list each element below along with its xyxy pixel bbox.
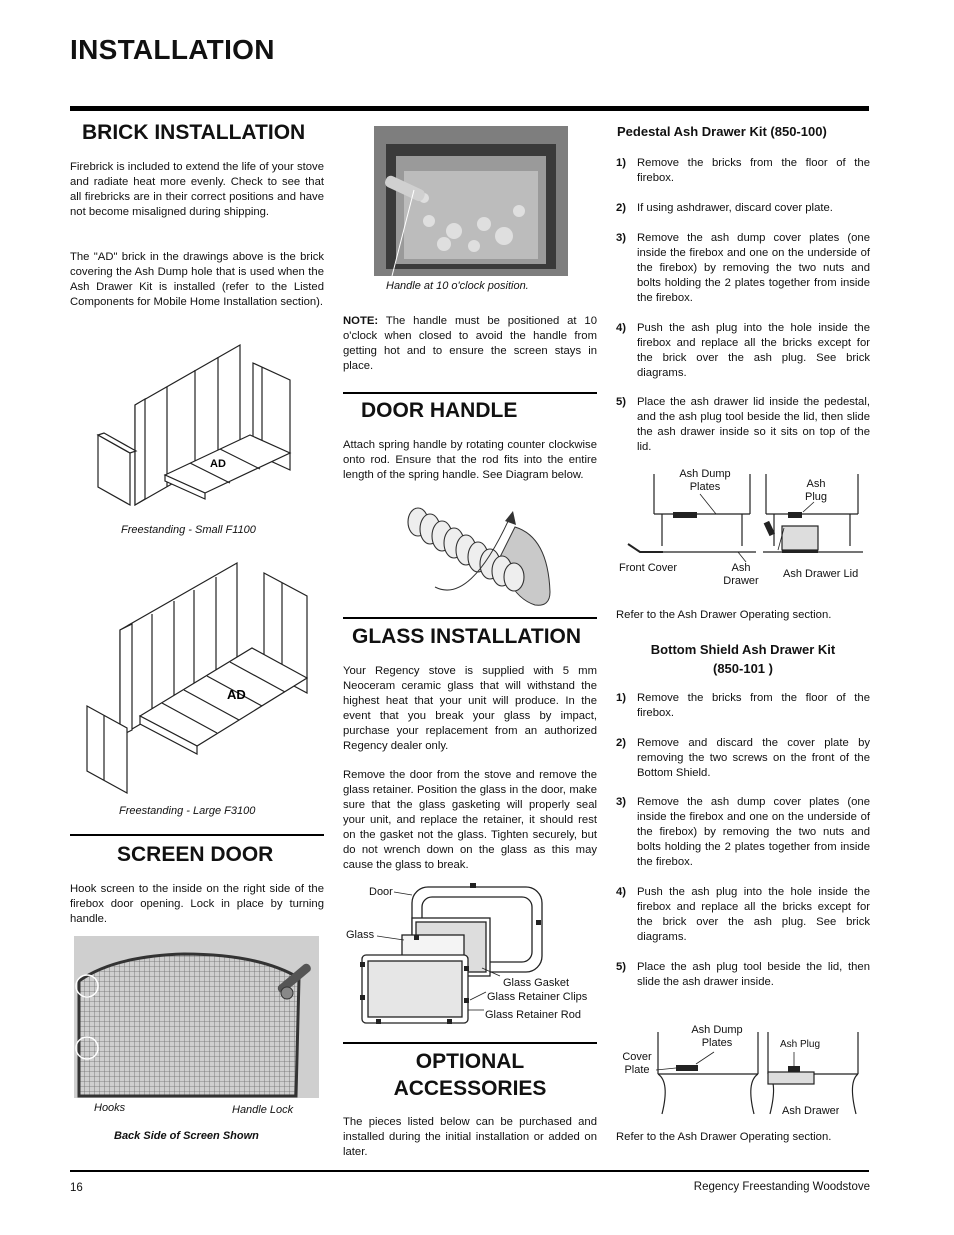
ash-drawer-label-2: Ash Drawer [782,1105,840,1117]
caption-large-f3100: Freestanding - Large F3100 [119,805,256,817]
bottom-shield-heading-line-1: Bottom Shield Ash Drawer Kit [650,642,836,657]
ad-brick-label-small: AD [210,458,226,470]
screen-photo-caption: Back Side of Screen Shown [114,1130,259,1142]
glass-retainer-rod-label: Glass Retainer Rod [485,1009,581,1021]
ash-drawer-lid-label: Ash Drawer Lid [783,568,859,580]
page-number: 16 [70,1182,83,1194]
bottom-shield-step-2: 2) Remove and discard the cover plate by removing the two screws on the front of the Bottom Shield. [616,737,870,779]
glass-label: Glass [346,929,375,941]
pedestal-step-2: 2) If using ashdrawer, discard cover plate. [616,202,833,214]
ash-plug-label-2: Ash Plug [780,1039,821,1050]
optional-heading-line-2: ACCESSORIES [393,1077,547,1100]
glass-gasket-label: Glass Gasket [503,977,570,989]
ad-brick-label-large: AD [227,687,246,702]
bottom-shield-step-4: 4) Push the ash plug into the hole inside the firebox and replace all the bricks except for the brick over the ash plug. See brick diagrams. [616,886,870,943]
bottom-shield-step-1: 1) Remove the bricks from the floor of the firebox. [616,692,870,719]
optional-accessories-heading [343,1048,597,1102]
glass-exploded-diagram [352,880,552,1030]
bottom-shield-heading-line-2: (850-101 ) [713,661,773,676]
screen-door-paragraph: Hook screen to the inside on the right side of the firebox door opening. Lock in place by turning handle. [70,883,324,925]
glass-retainer-clips-label: Glass Retainer Clips [487,991,588,1003]
handle-photo-caption: Handle at 10 o'clock position. [386,280,529,292]
screen-door-photo [74,936,319,1098]
pedestal-step-4: 4) Push the ash plug into the hole inside the firebox and replace all the bricks except for the brick over the ash plug. See brick diagrams. [616,322,870,379]
ash-drawer-label-1: Ash Drawer [723,562,759,587]
handle-note [343,314,597,374]
brick-paragraph-2: The "AD" brick in the drawings above is the brick covering the Ash Dump hole that is used when the Ash Drawer Kit is installed (refer to the Listed Components for Mobile Home Installation section). [70,251,324,308]
glass-paragraph-2: Remove the door from the stove and remove the glass retainer. Position the glass in the door, make sure that the glass gasketing will properly seal your unit, and replace the retainer, it should rest on the gasket not the glass. Tighten securely, but do not wrench down on the glass as this may cause the glass to break. [343,769,597,871]
handle-lock-label: Handle Lock [232,1104,294,1116]
door-handle-paragraph: Attach spring handle by rotating counter clockwise onto rod. Ensure that the rod fits into the entire length of the spring handle. See Diagram below. [343,439,597,481]
bottom-shield-refer-text: Refer to the Ash Drawer Operating section. [616,1131,832,1143]
firebrick-large-diagram [82,558,322,798]
front-cover-label: Front Cover [619,562,678,574]
door-handle-heading: DOOR HANDLE [361,399,518,422]
brick-paragraph-1: Firebrick is included to extend the life of your stove and radiate heat more evenly. Check to see that all firebricks are in their correct positions and have not become misaligned during shipping. [70,161,324,218]
door-label: Door [369,886,393,898]
caption-small-f1100: Freestanding - Small F1100 [121,524,256,536]
note-label: NOTE: [343,315,379,327]
pedestal-refer-text: Refer to the Ash Drawer Operating section. [616,609,832,621]
glass-paragraph-1: Your Regency stove is supplied with 5 mm Neoceram ceramic glass that will withstand the highest heat that your unit will produce. In the event that you break your glass by impact, purchase your replacement from an authorized Regency dealer only. [343,665,597,752]
pedestal-step-5: 5) Place the ash drawer lid inside the pedestal, and the ash plug tool beside the lid, then slide the ash drawer inside so it sits on top of the lid. [616,396,870,453]
document-title: Regency Freestanding Woodstove [693,1181,870,1193]
screen-door-rule [70,834,324,836]
pedestal-step-3: 3) Remove the ash dump cover plates (one inside the firebox and one on the underside of the firebox) by removing the two nuts and bolts holding the 2 plates together from inside the firebox. [616,232,870,304]
glass-installation-heading: GLASS INSTALLATION [352,625,582,648]
bottom-shield-step-3: 3) Remove the ash dump cover plates (one inside the firebox and one on the underside of the firebox) by removing the two nuts and bolts holding the 2 plates together from inside the firebox. [616,796,870,868]
stove-handle-photo [374,126,568,276]
screen-door-heading: SCREEN DOOR [117,843,274,866]
optional-heading-line-1: OPTIONAL [415,1050,525,1073]
pedestal-step-1: 1) Remove the bricks from the floor of the firebox. [616,157,870,184]
firebrick-small-diagram [90,335,305,510]
ash-plug-label-1: Ash Plug [804,478,828,503]
brick-installation-heading: BRICK INSTALLATION [82,121,306,144]
ash-dump-plates-label-2: Ash Dump Plates [691,1024,743,1049]
page-title: INSTALLATION [70,34,275,65]
optional-accessories-paragraph: The pieces listed below can be purchased and installed during the initial installation or added on later. [343,1116,597,1158]
cover-plate-label: Cover Plate [622,1051,652,1076]
glass-installation-rule [343,617,597,619]
top-divider [70,106,869,111]
ash-dump-plates-label-1: Ash Dump Plates [679,468,731,493]
bottom-divider [70,1170,869,1172]
hooks-label: Hooks [94,1102,126,1114]
note-text: The handle must be positioned at 10 o'clock when closed to avoid the handle from getting hot and to ensure the screen stays in place. [343,315,597,372]
spring-handle-diagram [400,497,560,609]
optional-accessories-rule [343,1042,597,1044]
door-handle-rule [343,392,597,394]
bottom-shield-step-5: 5) Place the ash plug tool beside the lid, then slide the ash drawer inside. [616,961,870,988]
pedestal-heading: Pedestal Ash Drawer Kit (850-100) [617,124,827,139]
bottom-shield-heading [616,640,870,678]
